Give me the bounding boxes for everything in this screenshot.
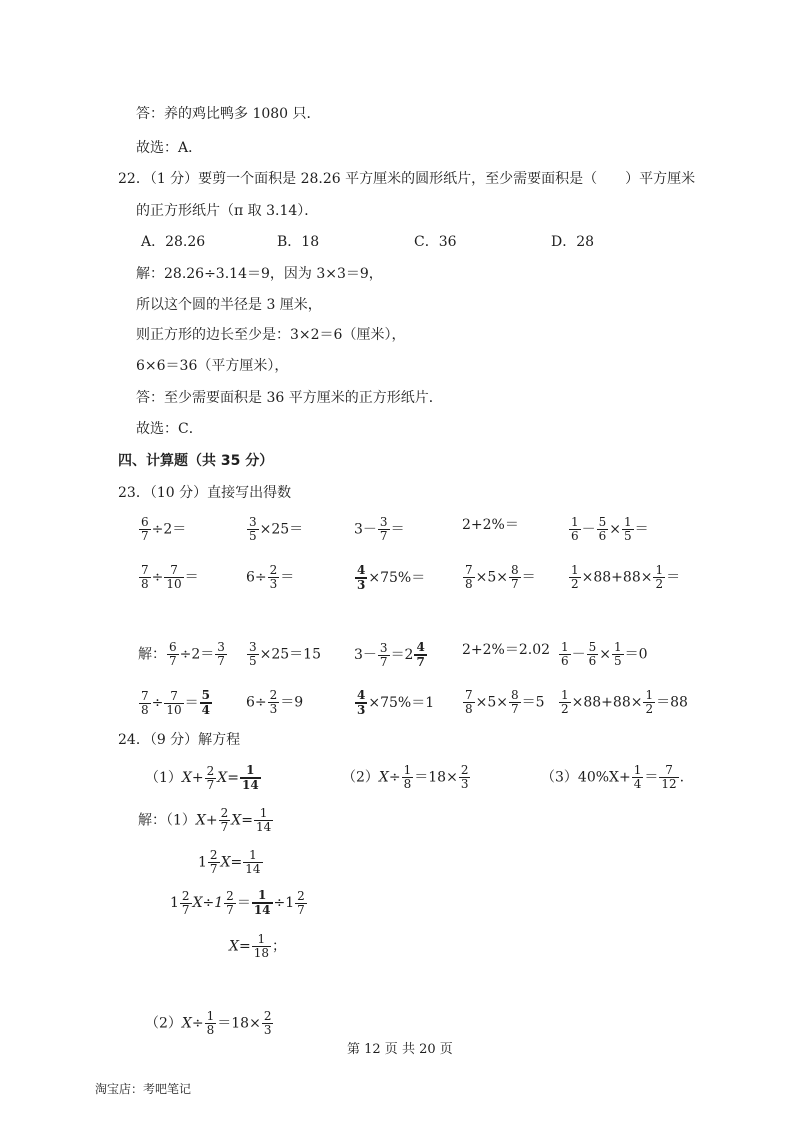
answer-7: 6÷ $\frac{2}{3}$ ＝9: [246, 688, 304, 716]
equation-2: （2）X÷ $\frac{1}{8}$ ＝18× $\frac{2}{3}$: [342, 763, 469, 791]
option-c: C．36: [414, 234, 457, 250]
answer-8: $\frac{4}{3}$ ×75%＝1: [357, 688, 435, 717]
section-heading: 四、计算题（共 35 分）: [118, 453, 274, 469]
option-a: A．28.26: [141, 234, 206, 250]
answer-1: 解： $\frac{6}{7}$ ÷2＝ $\frac{3}{7}$: [138, 640, 225, 668]
option-d: D．28: [551, 234, 595, 250]
answer-conclusion: 答：养的鸡比鸭多 1080 只．: [136, 106, 321, 122]
solution-step-1: 解：（1）X+ $\frac{2}{7}$ X= $\frac{1}{14}$: [138, 806, 272, 834]
expression-10: $\frac{1}{2}$ ×88+88× $\frac{1}{2}$ ＝: [571, 563, 681, 591]
expression-5: $\frac{1}{6}$ － $\frac{5}{6}$ × $\frac{1}{5}$ ＝: [571, 515, 649, 543]
question-22-stem-line2: 的正方形纸片（π 取 3.14）．: [136, 203, 319, 219]
option-b: B．18: [277, 234, 320, 250]
expression-7: 6÷ $\frac{2}{3}$ ＝: [246, 563, 295, 591]
expression-9: $\frac{7}{8}$ ×5× $\frac{8}{7}$ ＝: [465, 563, 536, 591]
solution-step-4: X= $\frac{1}{18}$ ；: [229, 932, 286, 960]
answer-3: 3－ $\frac{3}{7}$ ＝2 $\frac{4}{7}$: [354, 640, 425, 669]
answer-6: $\frac{7}{8}$ ÷ $\frac{7}{10}$ ＝ $\frac{5}{4}$: [141, 688, 211, 717]
expression-6: $\frac{7}{8}$ ÷ $\frac{7}{10}$ ＝: [141, 563, 199, 591]
shop-credit: 淘宝店：考吧笔记: [95, 1082, 192, 1096]
solution-line: 所以这个圆的半径是 3 厘米，: [136, 297, 322, 313]
answer-choice: 故选：A．: [136, 140, 203, 156]
expression-2: $\frac{3}{5}$ ×25＝: [249, 515, 304, 543]
page-number: 第 12 页 共 20 页: [347, 1042, 453, 1057]
solution-step-2: 1 $\frac{2}{7}$ X= $\frac{1}{14}$: [198, 848, 261, 876]
answer-9: $\frac{7}{8}$ ×5× $\frac{8}{7}$ ＝5: [465, 688, 545, 716]
answer-2: $\frac{3}{5}$ ×25＝15: [249, 640, 321, 668]
question-24-stem: 24．（9 分）解方程: [118, 732, 241, 748]
answer-5: $\frac{1}{6}$ － $\frac{5}{6}$ × $\frac{1}{5}$ ＝0: [561, 640, 648, 668]
solution-line: 解：28.26÷3.14＝9，因为 3×3＝9，: [136, 266, 383, 282]
expression-1: $\frac{6}{7}$ ÷2＝: [141, 515, 187, 543]
solution-part-2: （2）X÷ $\frac{1}{8}$ ＝18× $\frac{2}{3}$: [145, 1009, 272, 1037]
expression-8: $\frac{4}{3}$ ×75%＝: [357, 563, 426, 592]
solution-line: 故选：C．: [136, 421, 203, 437]
solution-line: 答：至少需要面积是 36 平方厘米的正方形纸片．: [136, 390, 443, 406]
question-22-stem: 22．（1 分）要剪一个面积是 28.26 平方厘米的圆形纸片，至少需要面积是（ ）平方厘米: [118, 171, 696, 187]
solution-step-3: 1 $\frac{2}{7}$ X÷1 $\frac{2}{7}$ ＝ $\frac{1}{14}$ ÷1 $\frac{2}{7}$: [170, 888, 305, 917]
answer-4: 2+2%＝2.02: [462, 642, 551, 658]
question-23-stem: 23．（10 分）直接写出得数: [118, 485, 292, 501]
equation-3: （3）40%X+ $\frac{1}{4}$ ＝ $\frac{7}{12}$ .: [541, 763, 685, 791]
equation-1: （1）X+ $\frac{2}{7}$ X= $\frac{1}{14}$: [145, 763, 259, 792]
answer-10: $\frac{1}{2}$ ×88+88× $\frac{1}{2}$ ＝88: [561, 688, 688, 716]
solution-line: 6×6＝36（平方厘米），: [136, 358, 289, 374]
solution-line: 则正方形的边长至少是：3×2＝6（厘米），: [136, 327, 406, 343]
expression-4: 2+2%＝: [462, 517, 519, 533]
expression-3: 3－ $\frac{3}{7}$ ＝: [354, 515, 405, 543]
